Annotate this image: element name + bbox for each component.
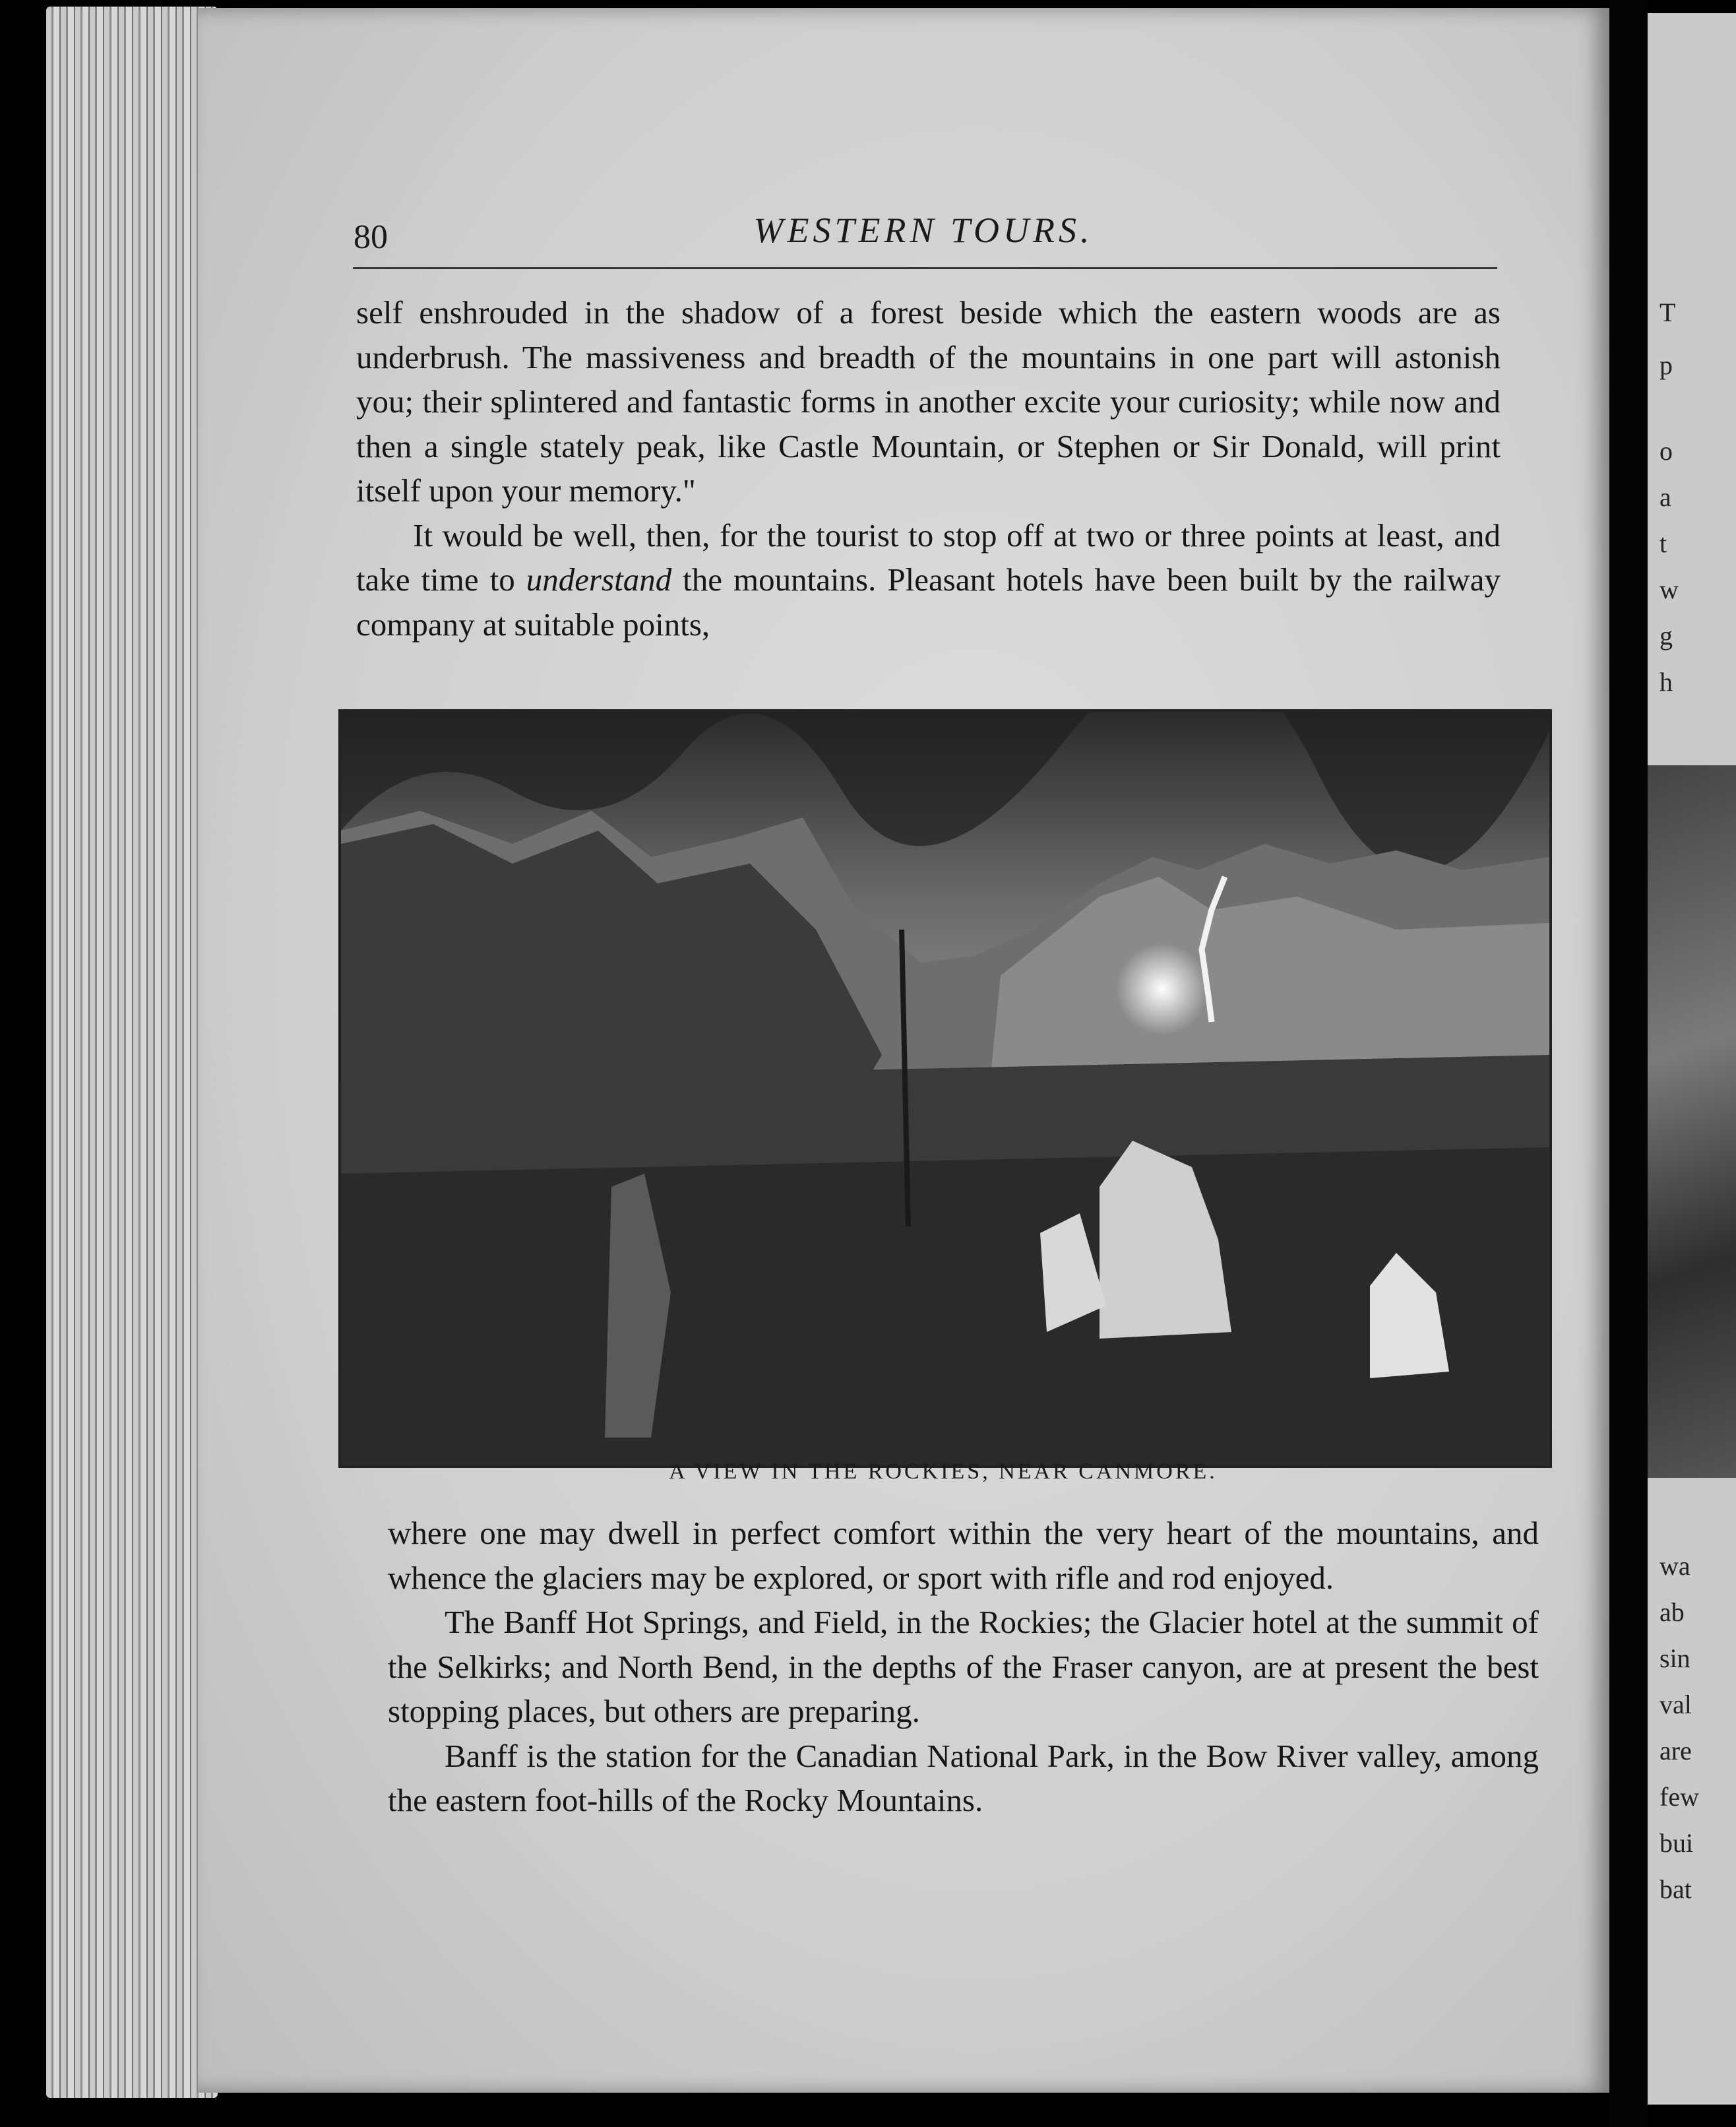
adjacent-fragment: T <box>1659 298 1676 327</box>
text-block-top <box>356 290 1501 647</box>
running-head <box>350 205 1497 257</box>
book-gutter <box>1609 0 1648 2127</box>
adjacent-fragment: are <box>1659 1736 1692 1765</box>
adjacent-fragment: few <box>1659 1782 1699 1812</box>
emphasis-understand: understand <box>526 561 672 598</box>
paragraph-banff-springs: The Banff Hot Springs, and Field, in the Rockies; the Glacier hotel at the summit of the Selkirks; and North Bend, in the depths of the Fraser canyon, are at present the best stopping places, but others are preparing. <box>388 1604 1539 1729</box>
text-block-bottom <box>388 1511 1539 1823</box>
paragraph-banff-station: Banff is the station for the Canadian National Park, in the Bow River valley, among the eastern foot-hills of the Rocky Mountains. <box>388 1737 1539 1818</box>
running-title: WESTERN TOURS. <box>753 210 1094 250</box>
photo-rockies-canmore <box>338 709 1552 1468</box>
adjacent-fragment: t <box>1659 528 1667 558</box>
book-page-edges <box>46 7 218 2098</box>
adjacent-photo <box>1648 765 1736 1478</box>
adjacent-fragment: g <box>1659 621 1673 651</box>
paragraph-tourist-text-1: It would be well, then, for the tourist to stop off at two or three points at least, and take time to <box>356 517 1501 598</box>
adjacent-fragment: p <box>1659 350 1673 380</box>
paragraph-quote-end: self enshrouded in the shadow of a forest beside which the eastern woods are as underbrush. The massiveness and breadth of the mountains in one part will astonish you; their splintered and fantastic forms in another excite your curiosity; while now and then a single stately peak, like Castle Mountain, or Stephen or Sir Donald, will print itself upon your memory." <box>356 294 1501 509</box>
adjacent-fragment: o <box>1659 436 1673 466</box>
adjacent-fragment: wa <box>1659 1551 1690 1581</box>
page-number: 80 <box>354 218 388 256</box>
paragraph-dwell: where one may dwell in perfect comfort within the very heart of the mountains, and whence the glaciers may be explored, or sport with rifle and rod enjoyed. <box>388 1515 1539 1596</box>
adjacent-fragment: sin <box>1659 1643 1690 1673</box>
photo-caption: A VIEW IN THE ROCKIES, NEAR CANMORE. <box>669 1459 1218 1484</box>
adjacent-fragment: bat <box>1659 1874 1692 1904</box>
adjacent-page <box>1648 13 1736 2105</box>
adjacent-fragment: bui <box>1659 1828 1694 1858</box>
adjacent-fragment: h <box>1659 667 1673 697</box>
adjacent-fragment: val <box>1659 1690 1692 1719</box>
adjacent-fragment: a <box>1659 482 1671 512</box>
adjacent-fragment: w <box>1659 575 1679 604</box>
adjacent-fragment: ab <box>1659 1597 1685 1627</box>
mountain-photo-image <box>341 712 1549 1465</box>
paragraph-tourist-text-2: the mountains. Pleasant hotels have been built by the railway company at suitable points, <box>356 561 1501 643</box>
paragraph-tourist <box>356 513 1501 647</box>
header-rule <box>353 267 1497 269</box>
